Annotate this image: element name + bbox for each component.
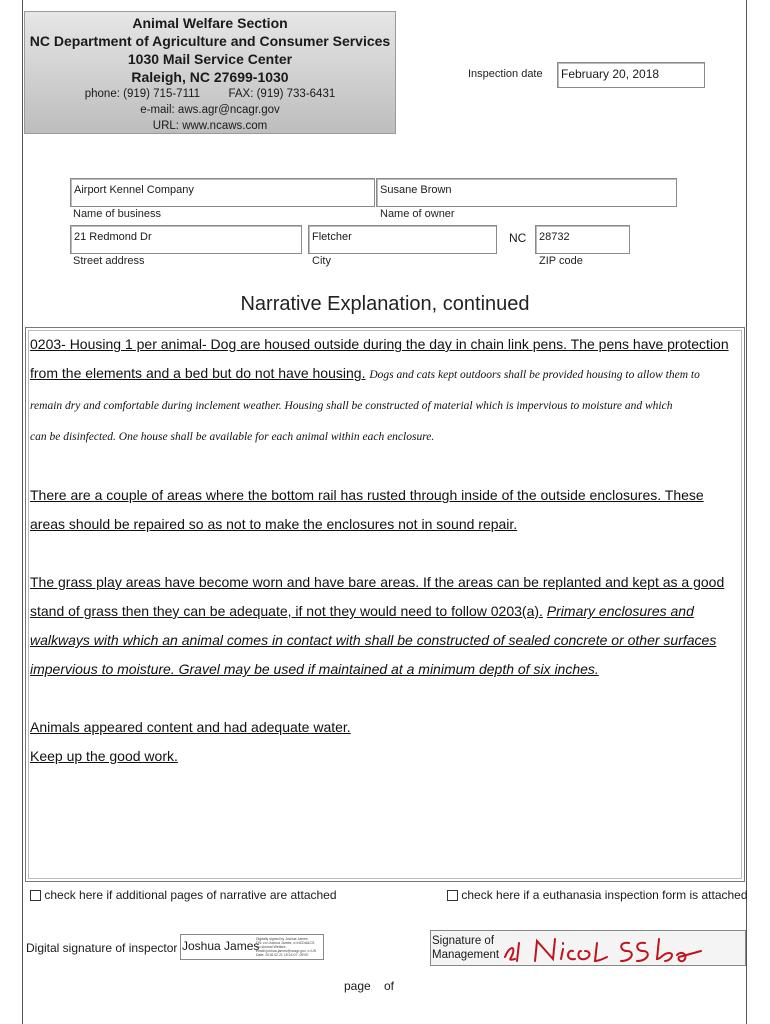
- narrative-p3-line2: stand of grass then they can be adequate, if not they would need to follow 0203(a).: [30, 603, 543, 619]
- zip-code-label: ZIP code: [539, 255, 583, 267]
- narrative-p2-line2: areas should be repaired so as not to make the enclosures not in sound repair.: [30, 516, 518, 532]
- header-contact: [25, 86, 395, 102]
- narrative-p3-line1: The grass play areas have become worn and have bare areas. If the areas can be replanted and kept as a good: [30, 574, 725, 590]
- page-of-label: of: [384, 979, 395, 993]
- business-name-field[interactable]: Airport Kennel Company: [70, 178, 375, 207]
- owner-name-field[interactable]: Susane Brown: [376, 178, 677, 207]
- inspector-signature-label: Digital signature of inspector: [26, 941, 178, 955]
- header-line-2: NC Department of Agriculture and Consumer Services: [29, 33, 391, 49]
- narrative-p3-line3-italic: walkways with which an animal comes in contact with shall be constructed of sealed concrete or other surfaces: [30, 632, 717, 648]
- street-address-field[interactable]: 21 Redmond Dr: [70, 225, 302, 254]
- management-signature-field[interactable]: [430, 930, 746, 966]
- euthanasia-row: [447, 888, 748, 902]
- narrative-p1-line2-regulation: Dogs and cats kept outdoors shall be provided housing to allow them to: [369, 369, 700, 381]
- header-phone: phone: (919) 715-7111: [84, 88, 201, 100]
- agency-header: [24, 11, 396, 134]
- management-signature-label: Signature of Management: [432, 935, 500, 961]
- header-line-3: 1030 Mail Service Center: [127, 51, 293, 67]
- additional-pages-checkbox[interactable]: [30, 890, 41, 901]
- narrative-p3-line4-italic: impervious to moisture. Gravel may be used if maintained at a minimum depth of six inches.: [30, 661, 599, 677]
- narrative-p1-line2-underlined: from the elements and a bed but do not have housing.: [30, 365, 366, 381]
- header-url: URL: www.ncaws.com: [152, 120, 268, 132]
- inspector-name: Joshua James: [182, 939, 260, 953]
- narrative-text: [30, 330, 738, 771]
- euthanasia-checkbox[interactable]: [447, 890, 458, 901]
- header-line-1: Animal Welfare Section: [132, 15, 288, 31]
- city-label: City: [312, 255, 331, 267]
- narrative-p4-line1: Animals appeared content and had adequate water.: [30, 719, 351, 735]
- additional-pages-row: [30, 888, 337, 902]
- handwritten-signature-image: [501, 933, 741, 965]
- narrative-p4-line2: Keep up the good work.: [30, 748, 178, 764]
- narrative-p3-line2-italic: Primary enclosures and: [546, 603, 694, 619]
- narrative-p2-line1: There are a couple of areas where the bottom rail has rusted through inside of the outside enclosures. These: [30, 487, 704, 503]
- header-email: e-mail: aws.agr@ncagr.gov: [140, 104, 280, 116]
- inspection-date-field[interactable]: February 20, 2018: [557, 62, 705, 88]
- state-value: NC: [509, 231, 527, 245]
- inspector-signature-field[interactable]: [180, 934, 324, 960]
- inspection-date-label: Inspection date: [468, 68, 543, 80]
- zip-code-field[interactable]: 28732: [535, 225, 630, 254]
- inspector-digital-signature-details: Digitally signed by Joshua James DN: cn=Joshua James, o=NCDA&CS, ou=Animal Welfare, email=joshua.james@ncagr.gov, c=US Date: 2018.02.21 15:14:07 -05'00': [256, 937, 317, 957]
- additional-pages-label: check here if additional pages of narrative are attached: [44, 888, 337, 902]
- narrative-p1-line3-regulation: remain dry and comfortable during inclement weather. Housing shall be constructed of material which is impervious to moisture and which: [30, 400, 673, 412]
- narrative-box[interactable]: [25, 327, 745, 882]
- business-name-label: Name of business: [73, 208, 162, 220]
- narrative-p1-line4-regulation: can be disinfected. One house shall be available for each animal within each enclosure.: [30, 431, 435, 443]
- narrative-title: Narrative Explanation, continued: [240, 293, 530, 315]
- euthanasia-label: check here if a euthanasia inspection form is attached: [461, 888, 748, 902]
- header-line-4: Raleigh, NC 27699-1030: [131, 69, 289, 85]
- city-field[interactable]: Fletcher: [308, 225, 497, 254]
- owner-name-label: Name of owner: [380, 208, 455, 220]
- page-number-label: page: [344, 979, 371, 993]
- header-fax: FAX: (919) 733-6431: [228, 88, 336, 100]
- narrative-p1-line1: 0203- Housing 1 per animal- Dog are housed outside during the day in chain link pens. The pens have protection: [30, 336, 729, 352]
- street-address-label: Street address: [73, 255, 145, 267]
